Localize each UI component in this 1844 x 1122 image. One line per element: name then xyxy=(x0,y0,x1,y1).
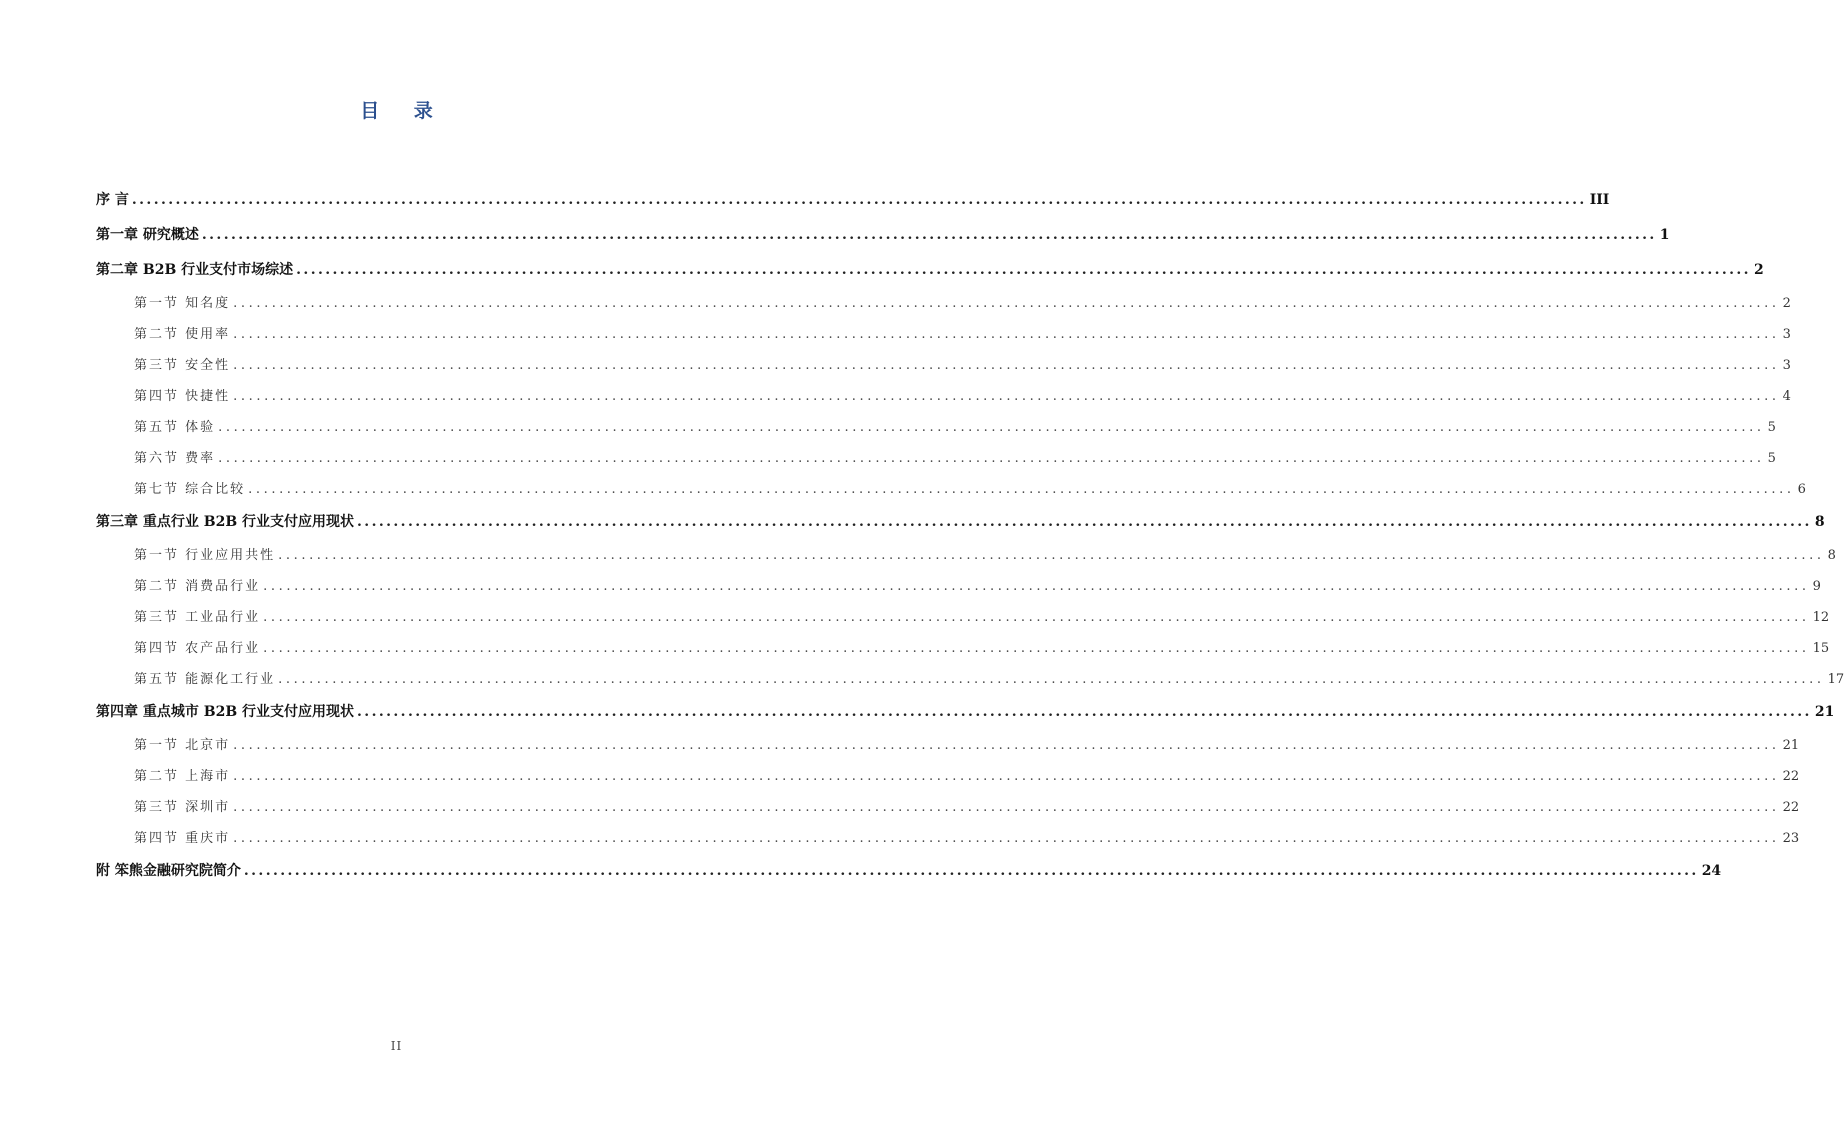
toc-entry-page-number: 3 xyxy=(1782,327,1791,342)
dot-leader: ........................................................................................................................................................................................................ xyxy=(218,451,1765,466)
toc-entry-page-number: 21 xyxy=(1782,738,1800,753)
toc-entry-page-number: 1 xyxy=(1659,227,1670,243)
toc-entry-label: 第七节 综合比较 xyxy=(134,482,246,497)
toc-entry-page-number: III xyxy=(1589,192,1610,208)
dot-leader: ........................................................................................................................................................................................................ xyxy=(233,358,1780,373)
toc-entry-page-number: 2 xyxy=(1782,296,1791,311)
toc-section-entry[interactable] xyxy=(96,730,1800,761)
toc-entry-page-number: 15 xyxy=(1812,641,1830,656)
toc-section-entry[interactable] xyxy=(96,474,1806,505)
toc-section-entry[interactable] xyxy=(96,602,1830,633)
dot-leader: ........................................................................................................................................................................................................ xyxy=(263,579,1810,594)
toc-entry-label: 第三节 安全性 xyxy=(134,358,231,373)
toc-chapter-entry[interactable] xyxy=(96,253,1764,288)
dot-leader: ........................................................................................................................................................................................................ xyxy=(278,548,1825,563)
dot-leader: ........................................................................................................................................................................................................ xyxy=(357,704,1812,720)
toc-entry-page-number: 22 xyxy=(1782,769,1800,784)
toc-chapter-entry[interactable] xyxy=(96,505,1825,540)
dot-leader: ........................................................................................................................................................................................................ xyxy=(357,514,1812,530)
toc-section-entry[interactable] xyxy=(96,761,1800,792)
dot-leader: ........................................................................................................................................................................................................ xyxy=(233,738,1780,753)
toc-entry-label: 第四节 快捷性 xyxy=(134,389,231,404)
toc-entry-label: 第一节 北京市 xyxy=(134,738,231,753)
toc-section-entry[interactable] xyxy=(96,571,1821,602)
toc-section-entry[interactable] xyxy=(96,288,1791,319)
toc-entry-page-number: 2 xyxy=(1753,262,1764,278)
toc-entry-page-number: 24 xyxy=(1701,863,1722,879)
dot-leader: ........................................................................................................................................................................................................ xyxy=(233,769,1780,784)
dot-leader: ........................................................................................................................................................................................................ xyxy=(201,227,1657,243)
toc-entry-label: 第二节 使用率 xyxy=(134,327,231,342)
toc-entry-label: 第二节 上海市 xyxy=(134,769,231,784)
dot-leader: ........................................................................................................................................................................................................ xyxy=(218,420,1765,435)
toc-entry-label: 第一节 知名度 xyxy=(134,296,231,311)
toc-entry-label: 第二章 B2B 行业支付市场综述 xyxy=(96,262,294,278)
dot-leader: ........................................................................................................................................................................................................ xyxy=(296,262,1751,278)
dot-leader: ........................................................................................................................................................................................................ xyxy=(233,327,1780,342)
table-of-contents xyxy=(96,183,1844,889)
toc-entry-label: 第五节 能源化工行业 xyxy=(134,672,276,687)
toc-entry-page-number: 12 xyxy=(1812,610,1830,625)
toc-entry-page-number: 6 xyxy=(1797,482,1806,497)
toc-entry-page-number: 8 xyxy=(1827,548,1836,563)
dot-leader: ........................................................................................................................................................................................................ xyxy=(248,482,1795,497)
dot-leader: ........................................................................................................................................................................................................ xyxy=(278,672,1825,687)
dot-leader: ........................................................................................................................................................................................................ xyxy=(263,610,1810,625)
dot-leader: ........................................................................................................................................................................................................ xyxy=(233,296,1780,311)
toc-entry-page-number: 5 xyxy=(1767,451,1776,466)
toc-entry-page-number: 21 xyxy=(1814,704,1835,720)
dot-leader: ........................................................................................................................................................................................................ xyxy=(233,800,1780,815)
toc-entry-page-number: 4 xyxy=(1782,389,1791,404)
toc-entry-page-number: 22 xyxy=(1782,800,1800,815)
toc-entry-label: 第六节 费率 xyxy=(134,451,216,466)
dot-leader: ........................................................................................................................................................................................................ xyxy=(233,389,1780,404)
toc-entry-page-number: 17 xyxy=(1827,672,1844,687)
page-number: II xyxy=(390,1039,403,1053)
toc-chapter-entry[interactable] xyxy=(96,183,1610,218)
toc-entry-label: 第五节 体验 xyxy=(134,420,216,435)
toc-entry-page-number: 5 xyxy=(1767,420,1776,435)
toc-section-entry[interactable] xyxy=(96,443,1776,474)
page-title: 目 录 xyxy=(360,100,447,122)
toc-entry-label: 第四节 重庆市 xyxy=(134,831,231,846)
toc-section-entry[interactable] xyxy=(96,319,1791,350)
dot-leader: ........................................................................................................................................................................................................ xyxy=(243,863,1699,879)
dot-leader: ........................................................................................................................................................................................................ xyxy=(263,641,1810,656)
dot-leader: ........................................................................................................................................................................................................ xyxy=(131,192,1587,208)
toc-section-entry[interactable] xyxy=(96,792,1800,823)
toc-entry-page-number: 8 xyxy=(1814,514,1825,530)
toc-entry-label: 第三章 重点行业 B2B 行业支付应用现状 xyxy=(96,514,355,530)
toc-section-entry[interactable] xyxy=(96,412,1776,443)
toc-entry-label: 第四节 农产品行业 xyxy=(134,641,261,656)
toc-section-entry[interactable] xyxy=(96,350,1791,381)
toc-entry-label: 第四章 重点城市 B2B 行业支付应用现状 xyxy=(96,704,355,720)
toc-section-entry[interactable] xyxy=(96,381,1791,412)
toc-chapter-entry[interactable] xyxy=(96,218,1670,253)
toc-section-entry[interactable] xyxy=(96,633,1830,664)
toc-section-entry[interactable] xyxy=(96,664,1844,695)
toc-entry-label: 附 笨熊金融研究院简介 xyxy=(96,863,241,879)
toc-entry-label: 第三节 工业品行业 xyxy=(134,610,261,625)
toc-chapter-entry[interactable] xyxy=(96,695,1835,730)
toc-entry-page-number: 23 xyxy=(1782,831,1800,846)
toc-chapter-entry[interactable] xyxy=(96,854,1722,889)
toc-entry-label: 序 言 xyxy=(96,192,129,208)
toc-entry-page-number: 9 xyxy=(1812,579,1821,594)
dot-leader: ........................................................................................................................................................................................................ xyxy=(233,831,1780,846)
toc-entry-label: 第二节 消费品行业 xyxy=(134,579,261,594)
toc-entry-label: 第一节 行业应用共性 xyxy=(134,548,276,563)
toc-entry-page-number: 3 xyxy=(1782,358,1791,373)
toc-section-entry[interactable] xyxy=(96,823,1800,854)
toc-entry-label: 第一章 研究概述 xyxy=(96,227,199,243)
toc-entry-label: 第三节 深圳市 xyxy=(134,800,231,815)
toc-section-entry[interactable] xyxy=(96,540,1836,571)
